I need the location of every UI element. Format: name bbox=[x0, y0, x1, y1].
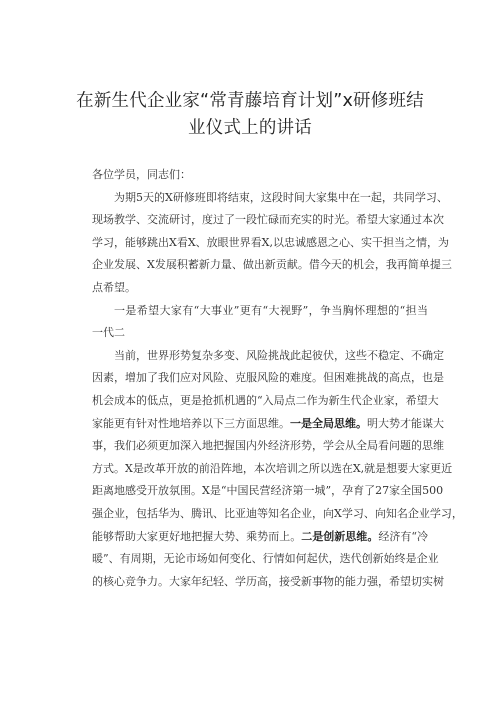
paragraph-line: 机会成本的低点，更是抢抓机遇的“入局点二作为新生代企业家，希望大 bbox=[92, 393, 439, 407]
title-line-1: 在新生代企业家“常青藤培育计划”x研修班结 bbox=[76, 91, 424, 111]
paragraph-line: 一是希望大家有“大事业”更有“大视野”，争当胸怀理想的“担当 bbox=[114, 303, 428, 317]
line-text: 能够帮助大家更好地把握大势、乘势而上。 bbox=[92, 529, 302, 543]
paragraph-line: 现场教学、交流研讨，度过了一段忙碌而充实的时光。希望大家通过本次 bbox=[92, 213, 444, 227]
paragraph-line: 一代二 bbox=[92, 326, 125, 340]
paragraph-line: 强企业，包括华为、腾讯、比亚迪等知名企业，向X学习、向知名企业学习， bbox=[92, 506, 463, 520]
document-body bbox=[92, 164, 463, 593]
title-line-2: 业仪式上的讲话 bbox=[188, 118, 312, 138]
paragraph-line: 点希望。 bbox=[92, 280, 136, 294]
paragraph-line: 因素，增加了我们应对风险、克服风险的难度。但困难挑战的高点，也是 bbox=[92, 371, 444, 385]
paragraph-line: 事，我们必须更加深入地把握国内外经济形势，学会从全局看问题的思维 bbox=[92, 439, 444, 453]
document-title bbox=[60, 88, 440, 142]
paragraph-line: 为期5天的X研修班即将结束，这段时间大家集中在一起，共同学习、 bbox=[114, 190, 448, 204]
line-text: 家能更有针对性地培养以下三方面思维。 bbox=[92, 416, 290, 430]
paragraph-line: 暖”、有周期，无论市场如何变化、行情如何起伏，迭代创新始终是企业 bbox=[92, 552, 439, 566]
paragraph-line: 企业发展、X发展积蓄新力量、做出新贡献。借今天的机会，我再简单提三 bbox=[92, 258, 452, 272]
paragraph-line-mixed bbox=[92, 526, 428, 549]
paragraph-line: 方式。X是改革开放的前沿阵地，本次培训之所以选在X,就是想要大家更近 bbox=[92, 461, 453, 475]
salutation: 各位学员，同志们： bbox=[92, 168, 191, 181]
paragraph-line: 的核心竞争力。大家年纪轻、学历高，接受新事物的能力强，希望切实树 bbox=[92, 574, 444, 588]
paragraph-line: 距离地感受开放氛围。X是“中国民营经济第一城”，孕育了27家全国500 bbox=[92, 484, 444, 498]
line-text: 明大势才能谋大 bbox=[367, 416, 444, 430]
paragraph-line: 学习，能够跳出X看X、放眼世界看X,以忠诚感恩之心、实干担当之情，为 bbox=[92, 235, 449, 249]
bold-heading-innovation-thinking: 二是创新思维。 bbox=[301, 529, 379, 543]
paragraph-line: 当前，世界形势复杂多变、风险挑战此起彼伏，这些不稳定、不确定 bbox=[114, 348, 444, 362]
paragraph-line-mixed bbox=[92, 413, 444, 436]
bold-heading-global-thinking: 一是全局思维。 bbox=[290, 416, 367, 430]
line-text: 经济有“冷 bbox=[378, 529, 429, 543]
